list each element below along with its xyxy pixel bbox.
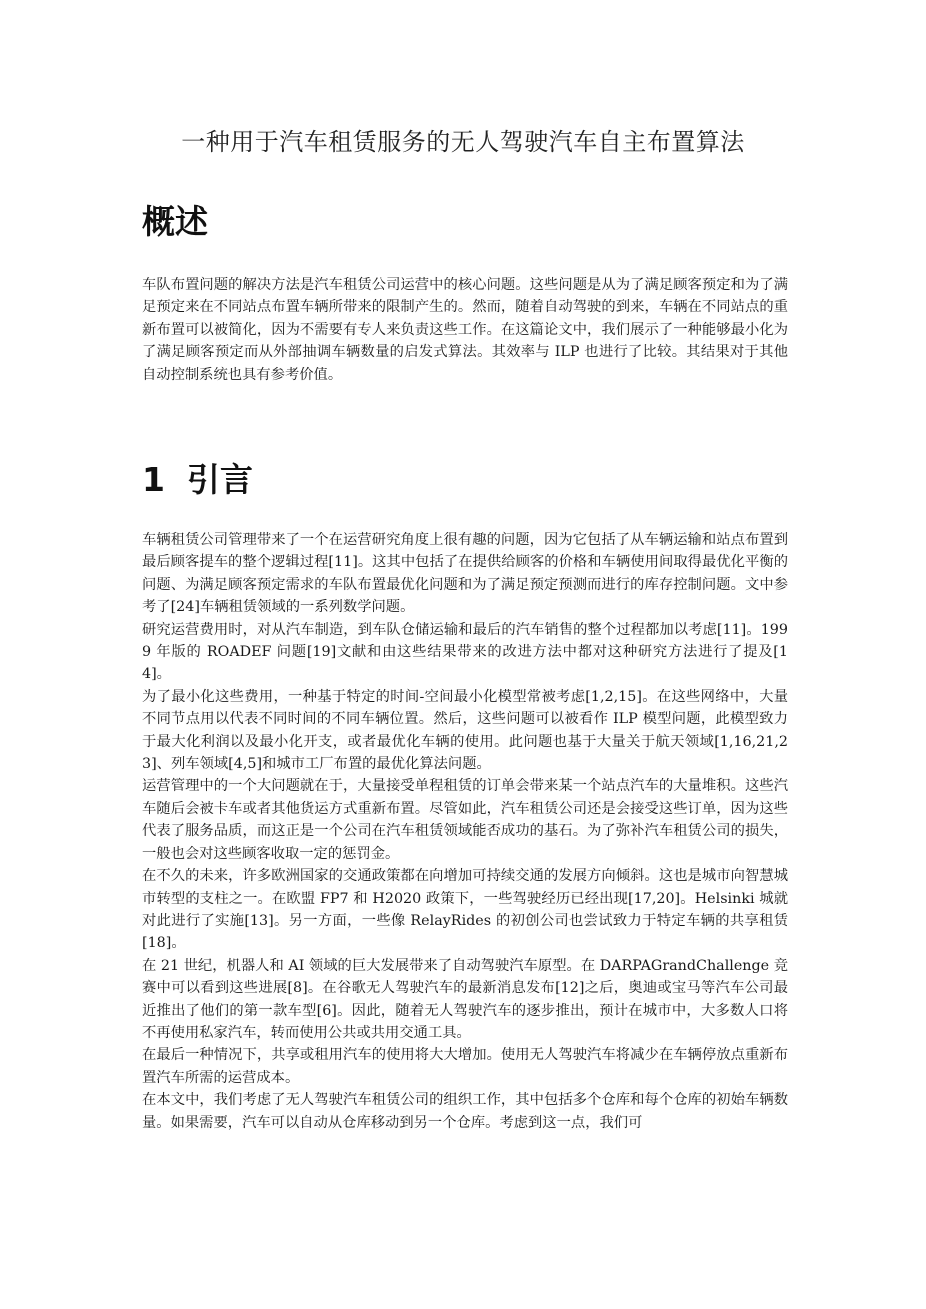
section-1-heading [142,454,253,501]
intro-paragraph-7: 在最后一种情况下，共享或租用汽车的使用将大大增加。使用无人驾驶汽车将减少在车辆停放点重新布置汽车所需的运营成本。 [142,1047,788,1086]
intro-paragraph-1: 车辆租赁公司管理带来了一个在运营研究角度上很有趣的问题，因为它包括了从车辆运输和站点布置到最后顾客提车的整个逻辑过程[11]。这其中包括了在提供给顾客的价格和车辆使用间取得最优化平衡的问题、为满足顾客预定需求的车队布置最优化问题和为了满足预定预测而进行的库存控制问题。文中参考了[24]车辆租赁领域的一系列数学问题。 [142,532,788,616]
intro-paragraph-4: 运营管理中的一个大问题就在于，大量接受单程租赁的订单会带来某一个站点汽车的大量堆积。这些汽车随后会被卡车或者其他货运方式重新布置。尽管如此，汽车租赁公司还是会接受这些订单，因为这些代表了服务品质，而这正是一个公司在汽车租赁领域能否成功的基石。为了弥补汽车租赁公司的损失，一般也会对这些顾客收取一定的惩罚金。 [142,778,788,862]
intro-paragraph-3: 为了最小化这些费用，一种基于特定的时间-空间最小化模型常被考虑[1,2,15]。在这些网络中，大量不同节点用以代表不同时间的不同车辆位置。然后，这些问题可以被看作 ILP 模型问题，此模型致力于最大化利润以及最小化开支，或者最优化车辆的使用。此问题也基于大量关于航天领域[1,16,21,23]、列车领域[4,5]和城市工厂布置的最优化算法问题。 [142,688,788,773]
abstract-paragraph: 车队布置问题的解决方法是汽车租赁公司运营中的核心问题。这些问题是从为了满足顾客预定和为了满足预定来在不同站点布置车辆所带来的限制产生的。然而，随着自动驾驶的到来，车辆在不同站点的重新布置可以被简化，因为不需要有专人来负责这些工作。在这篇论文中，我们展示了一种能够最小化为了满足顾客预定而从外部抽调车辆数量的启发式算法。其效率与 ILP 也进行了比较。其结果对于其他自动控制系统也具有参考价值。 [142,277,788,383]
introduction-section [142,529,788,1134]
intro-paragraph-6: 在 21 世纪，机器人和 AI 领域的巨大发展带来了自动驾驶汽车原型。在 DARPAGrandChallenge 竞赛中可以看到这些进展[8]。在谷歌无人驾驶汽车的最新消息发布[12]之后，奥迪或宝马等汽车公司最近推出了他们的第一款车型[6]。因此，随着无人驾驶汽车的逐步推出，预计在城市中，大多数人口将不再使用私家汽车，转而使用公共或共用交通工具。 [142,957,788,1041]
intro-paragraph-5: 在不久的未来，许多欧洲国家的交通政策都在向增加可持续交通的发展方向倾斜。这也是城市向智慧城市转型的支柱之一。在欧盟 FP7 和 H2020 政策下，一些驾驶经历已经出现[17,20]。Helsinki 城就对此进行了实施[13]。另一方面，一些像 RelayRides 的初创公司也尝试致力于特定车辆的共享租赁[18]。 [142,868,788,952]
intro-paragraph-2: 研究运营费用时，对从汽车制造，到车队仓储运输和最后的汽车销售的整个过程都加以考虑[11]。1999 年版的 ROADEF 问题[19]文献和由这些结果带来的改进方法中都对这种研究方法进行了提及[14]。 [142,621,788,683]
abstract-section [142,274,788,386]
section-number: 1 [142,460,165,499]
abstract-heading: 概述 [142,202,208,241]
intro-paragraph-8: 在本文中，我们考虑了无人驾驶汽车租赁公司的组织工作，其中包括多个仓库和每个仓库的初始车辆数量。如果需要，汽车可以自动从仓库移动到另一个仓库。考虑到这一点，我们可 [142,1092,788,1131]
section-title: 引言 [186,460,253,499]
paper-title: 一种用于汽车租赁服务的无人驾驶汽车自主布置算法 [181,128,745,156]
